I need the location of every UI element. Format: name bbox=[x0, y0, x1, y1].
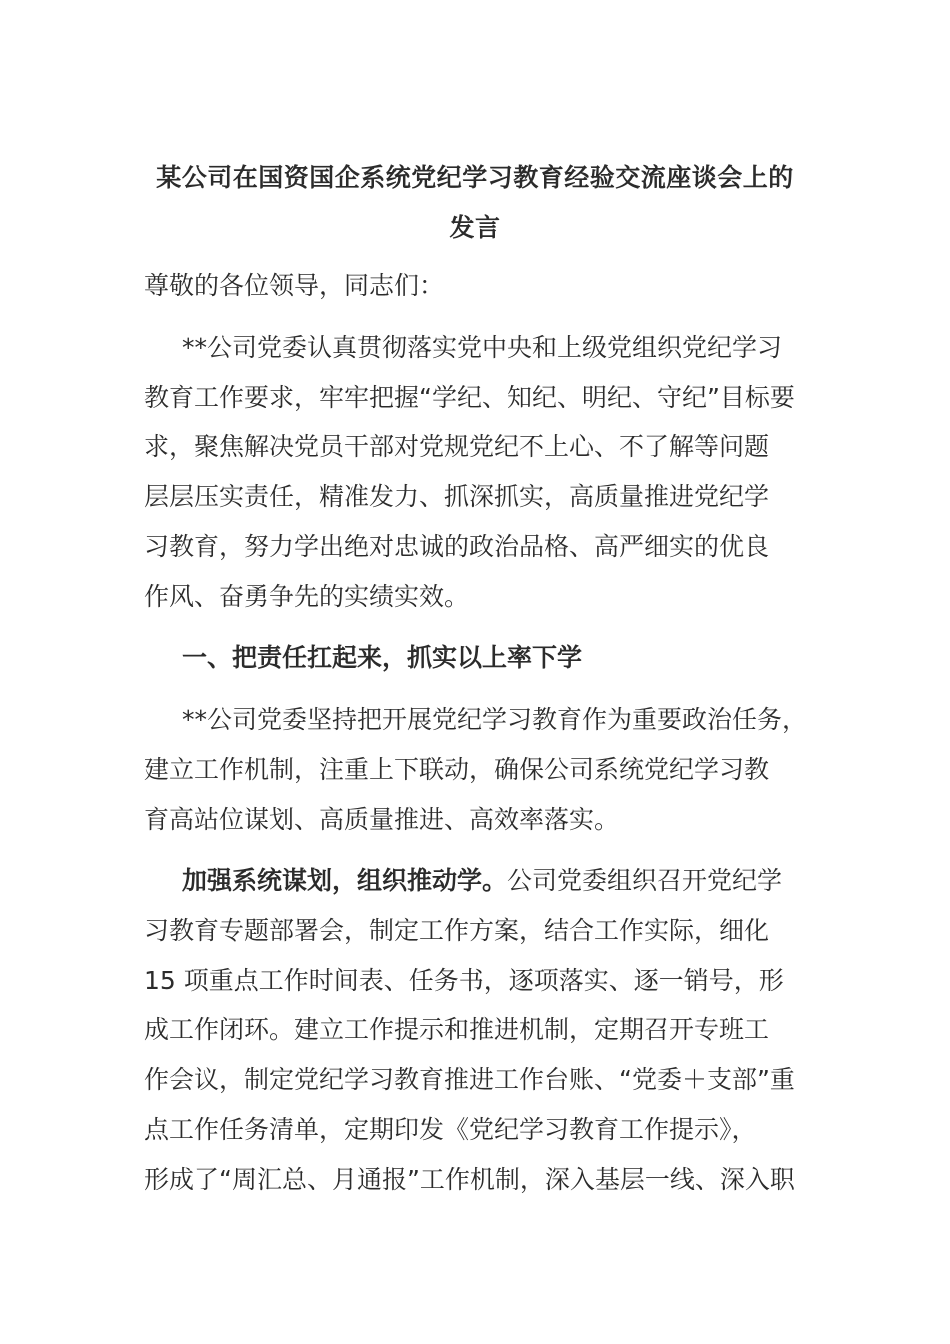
document-title-line-1: 某公司在国资国企系统党纪学习教育经验交流座谈会上的 bbox=[156, 163, 794, 192]
salutation: 尊敬的各位领导，同志们： bbox=[144, 271, 445, 300]
subsection-1-first-line bbox=[182, 864, 782, 898]
subsection-1-line: 习教育专题部署会，制定工作方案，结合工作实际，细化 bbox=[144, 916, 770, 945]
subsection-1-line: 作会议，制定党纪学习教育推进工作台账、“党委＋支部”重 bbox=[144, 1065, 795, 1094]
intro-line: 层层压实责任，精准发力、抓深抓实，高质量推进党纪学 bbox=[144, 482, 770, 511]
document-title-line-2: 发言 bbox=[449, 213, 501, 242]
subsection-1-line: 形成了“周汇总、月通报”工作机制，深入基层一线、深入职 bbox=[144, 1165, 795, 1194]
subsection-1-line: 15 项重点工作时间表、任务书，逐项落实、逐一销号，形 bbox=[144, 966, 784, 995]
section-1-line: 建立工作机制，注重上下联动，确保公司系统党纪学习教 bbox=[144, 755, 770, 784]
section-1-line: **公司党委坚持把开展党纪学习教育作为重要政治任务， bbox=[182, 705, 808, 734]
intro-line: 习教育，努力学出绝对忠诚的政治品格、高严细实的优良 bbox=[144, 532, 770, 561]
intro-line: 作风、奋勇争先的实绩实效。 bbox=[144, 582, 470, 611]
subsection-1-line: 点工作任务清单，定期印发《党纪学习教育工作提示》， bbox=[144, 1115, 757, 1144]
intro-line: **公司党委认真贯彻落实党中央和上级党组织党纪学习 bbox=[182, 333, 783, 362]
intro-line: 教育工作要求，牢牢把握“学纪、知纪、明纪、守纪”目标要 bbox=[144, 383, 795, 412]
section-1-heading: 一、把责任扛起来，抓实以上率下学 bbox=[182, 643, 583, 672]
intro-line: 求，聚焦解决党员干部对党规党纪不上心、不了解等问题 bbox=[144, 432, 770, 461]
subsection-1-first-line-text: 公司党委组织召开党纪学 bbox=[507, 866, 783, 895]
subsection-1-line: 成工作闭环。建立工作提示和推进机制，定期召开专班工 bbox=[144, 1015, 770, 1044]
section-1-line: 育高站位谋划、高质量推进、高效率落实。 bbox=[144, 805, 620, 834]
subsection-1-lead: 加强系统谋划，组织推动学。 bbox=[182, 866, 508, 895]
